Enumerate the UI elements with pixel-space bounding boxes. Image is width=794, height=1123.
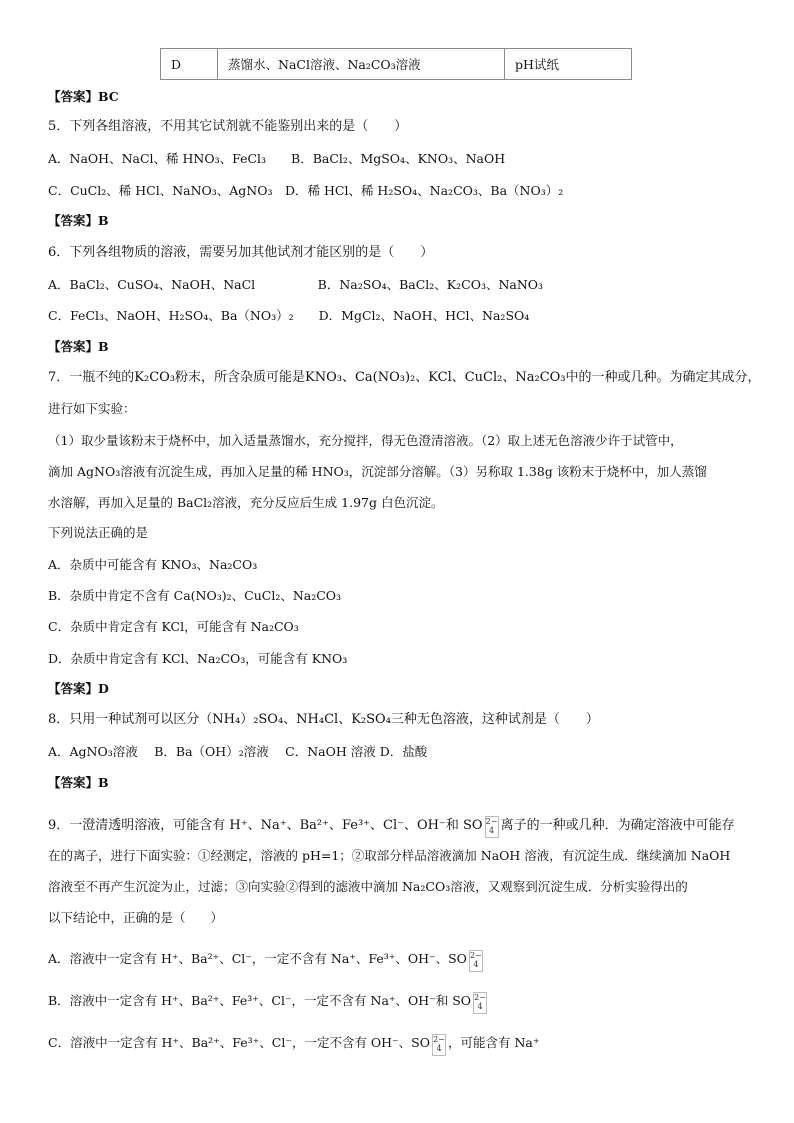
q7-line-2: 进行如下实验： bbox=[48, 401, 136, 416]
answer-q8: 【答案】B bbox=[48, 775, 109, 790]
q5-options-cd: C．CuCl₂、稀 HCl、NaNO₃、AgNO₃ D．稀 HCl、稀 H₂SO₄、Na₂CO₃、Ba（NO₃）₂ bbox=[48, 183, 564, 198]
q7-option-a: A．杂质中可能含有 KNO₃、Na₂CO₃ bbox=[48, 557, 258, 572]
q5-options-ab: A．NaOH、NaCl、稀 HNO₃、FeCl₃ B．BaCl₂、MgSO₄、KNO₃、NaOH bbox=[48, 151, 506, 166]
q9-line-2: 在的离子，进行下面实验：①经测定，溶液的 pH=1；②取部分样品溶液滴加 NaOH 溶液，有沉淀生成．继续滴加 NaOH bbox=[48, 848, 731, 863]
sulfate-ion-fraction: 2− 4 bbox=[469, 950, 483, 972]
reagent-table bbox=[160, 48, 632, 80]
sulfate-ion-fraction: 2− 4 bbox=[485, 816, 499, 838]
q9-option-a: A．溶液中一定含有 H⁺、Ba²⁺、Cl⁻，一定不含有 Na⁺、Fe³⁺、OH⁻、SO 2− 4 bbox=[48, 950, 485, 972]
q8-options: A．AgNO₃溶液 B．Ba（OH）₂溶液 C．NaOH 溶液 D．盐酸 bbox=[48, 744, 428, 759]
q8-stem: 8．只用一种试剂可以区分（NH₄）₂SO₄、NH₄Cl、K₂SO₄三种无色溶液，这种试剂是（ ） bbox=[48, 712, 599, 727]
q6-options-cd: C．FeCl₃、NaOH、H₂SO₄、Ba（NO₃）₂ D．MgCl₂、NaOH、HCl、Na₂SO₄ bbox=[48, 308, 530, 323]
q7-option-d: D．杂质中肯定含有 KCl、Na₂CO₃，可能含有 KNO₃ bbox=[48, 651, 348, 666]
q9-option-b: B．溶液中一定含有 H⁺、Ba²⁺、Fe³⁺、Cl⁻，一定不含有 Na⁺、OH⁻和 SO 2− 4 bbox=[48, 992, 489, 1014]
q9-line-3: 溶液至不再产生沉淀为止，过滤；③向实验②得到的滤液中滴加 Na₂CO₃溶液，又观察到沉淀生成．分析实验得出的 bbox=[48, 879, 688, 894]
q7-line-5: 水溶解，再加入足量的 BaCl₂溶液，充分反应后生成 1.97g 白色沉淀。 bbox=[48, 495, 444, 510]
q7-line-6: 下列说法正确的是 bbox=[48, 525, 149, 540]
q5-stem: 5．下列各组溶液，不用其它试剂就不能鉴别出来的是（ ） bbox=[48, 119, 408, 134]
q9-line-1-part-a: 9．一澄清透明溶液，可能含有 H⁺、Na⁺、Ba²⁺、Fe³⁺、Cl⁻、OH⁻和 SO bbox=[48, 818, 483, 833]
q7-line-4: 滴加 AgNO₃溶液有沉淀生成，再加入足量的稀 HNO₃，沉淀部分溶解。（3）另称取 1.38g 该粉末于烧杯中，加人蒸馏 bbox=[48, 464, 707, 479]
table-cell-tool: pH试纸 bbox=[505, 49, 632, 80]
q7-line-1: 7．一瓶不纯的K₂CO₃粉末，所含杂质可能是KNO₃、Ca(NO₃)₂、KCl、CuCl₂、Na₂CO₃中的一种或几种。为确定其成分， bbox=[48, 370, 761, 385]
q9-line-1 bbox=[48, 816, 735, 838]
q9-option-c: C．溶液中一定含有 H⁺、Ba²⁺、Fe³⁺、Cl⁻，一定不含有 OH⁻、SO 2− 4 ，可能含有 Na⁺ bbox=[48, 1034, 539, 1056]
q9-line-1-part-b: 离子的一种或几种．为确定溶液中可能存 bbox=[500, 818, 735, 833]
q9-line-4: 以下结论中，正确的是（ ） bbox=[48, 910, 224, 925]
answer-q6: 【答案】B bbox=[48, 339, 109, 354]
q6-stem: 6．下列各组物质的溶液，需要另加其他试剂才能区别的是（ ） bbox=[48, 245, 434, 260]
answer-q7: 【答案】D bbox=[48, 681, 109, 696]
q7-line-3: （1）取少量该粉末于烧杯中，加入适量蒸馏水，充分搅拌，得无色澄清溶液。（2）取上述无色溶液少许于试管中， bbox=[48, 433, 683, 448]
q7-option-b: B．杂质中肯定不含有 Ca(NO₃)₂、CuCl₂、Na₂CO₃ bbox=[48, 588, 342, 603]
q6-options-ab: A．BaCl₂、CuSO₄、NaOH、NaCl B．Na₂SO₄、BaCl₂、K₂CO₃、NaNO₃ bbox=[48, 277, 544, 292]
table-row bbox=[161, 49, 632, 80]
table-cell-reagents: 蒸馏水、NaCl溶液、Na₂CO₃溶液 bbox=[218, 49, 505, 80]
answer-q4: 【答案】BC bbox=[48, 89, 119, 104]
answer-q5: 【答案】B bbox=[48, 213, 109, 228]
sulfate-ion-fraction: 2− 4 bbox=[473, 992, 487, 1014]
q7-option-c: C．杂质中肯定含有 KCl，可能含有 Na₂CO₃ bbox=[48, 619, 299, 634]
sulfate-ion-fraction: 2− 4 bbox=[432, 1034, 446, 1056]
table-cell-letter: D bbox=[161, 49, 218, 80]
